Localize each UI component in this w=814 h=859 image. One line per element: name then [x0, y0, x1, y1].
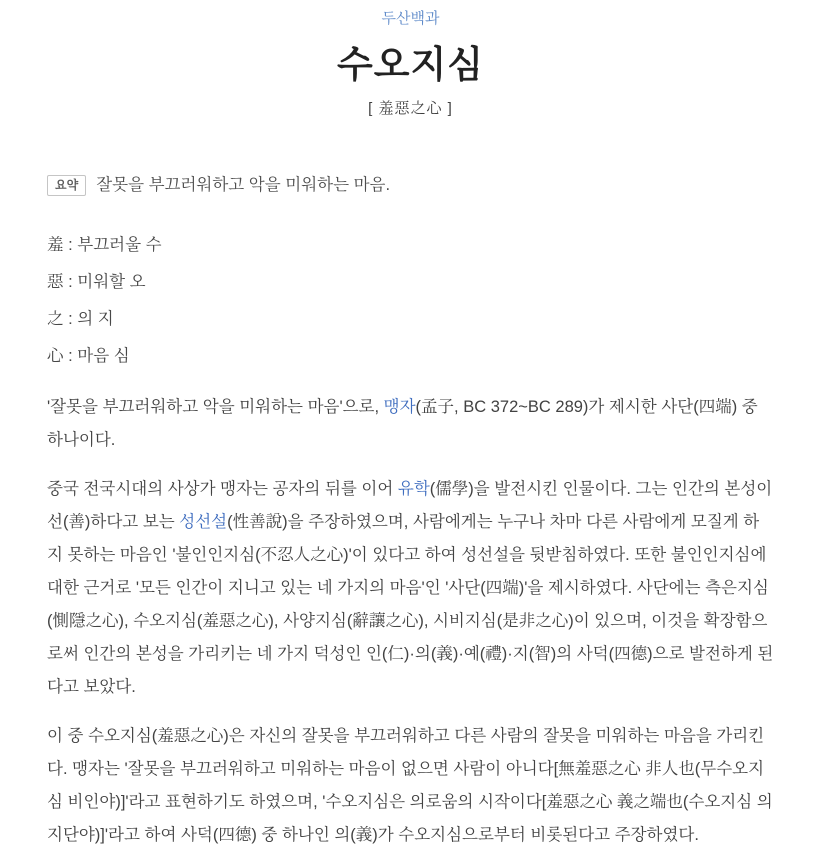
page-title: 수오지심	[337, 44, 484, 85]
body-paragraph	[47, 391, 774, 457]
glossary-list	[47, 227, 774, 375]
entry-link[interactable]: 맹자	[383, 398, 416, 416]
glossary-item: 之 : 의 지	[47, 310, 114, 328]
glossary-item: 羞 : 부끄러울 수	[47, 236, 162, 254]
entry-link[interactable]: 유학	[397, 480, 430, 498]
paragraph-text: (孟子, BC 372~BC 289)가 제시한 사단(四端) 중 하나이다.	[47, 398, 758, 449]
source-link[interactable]: 두산백과	[381, 10, 440, 27]
summary-row	[47, 173, 774, 197]
paragraph-text: 이 중 수오지심(羞惡之心)은 자신의 잘못을 부끄러워하고 다른 사람의 잘못을 미워하는 마음을 가리킨다. 맹자는 '잘못을 부끄러워하고 미워하는 마음이 없으면 사람이 아니다[無羞惡之心 非人也(무수오지심 비인야)]'라고 표현하기도 하였으며, '수오지심은 의로움의 시작이다[羞惡之心 義之端也(수오지심 의지단야)]'라고 하여 사덕(四德) 중 하나인 의(義)가 수오지심으로부터 비롯된다고 주장하였다.	[47, 727, 773, 844]
paragraph-text: (儒學)을 발전시킨 인물이다. 그는 인간의 본성이 선(善)하다고 보는	[47, 480, 773, 531]
hanja-subtitle: [ 羞惡之心 ]	[368, 100, 453, 117]
summary-text: 잘못을 부끄러워하고 악을 미워하는 마음.	[96, 176, 391, 194]
glossary-item: 心 : 마음 심	[47, 347, 130, 365]
body-paragraph	[47, 720, 774, 852]
summary-badge: 요약	[47, 175, 86, 196]
entry-link[interactable]: 성선설	[179, 513, 228, 531]
body-paragraph	[47, 473, 774, 704]
paragraph-text: (性善說)을 주장하였으며, 사람에게는 누구나 차마 다른 사람에게 모질게 하지 못하는 마음인 '불인인지심(不忍人之心)'이 있다고 하여 성선설을 뒷받침하였다. 또한 불인인지심에 대한 근거로 '모든 인간이 지니고 있는 네 가지의 마음'인 '사단(四端)'을 제시하였다. 사단에는 측은지심(惻隱之心), 수오지심(羞惡之心), 사양지심(辭讓之心), 시비지심(是非之心)이 있으며, 이것을 확장함으로써 인간의 본성을 가리키는 네 가지 덕성인 인(仁)·의(義)·예(禮)·지(智)의 사덕(四德)으로 발전하게 된다고 보았다.	[47, 513, 774, 696]
article-body	[47, 391, 774, 852]
glossary-item: 惡 : 미워할 오	[47, 273, 146, 291]
paragraph-text: 중국 전국시대의 사상가 맹자는 공자의 뒤를 이어	[47, 480, 398, 498]
paragraph-text: '잘못을 부끄러워하고 악을 미워하는 마음'으로,	[47, 398, 384, 416]
